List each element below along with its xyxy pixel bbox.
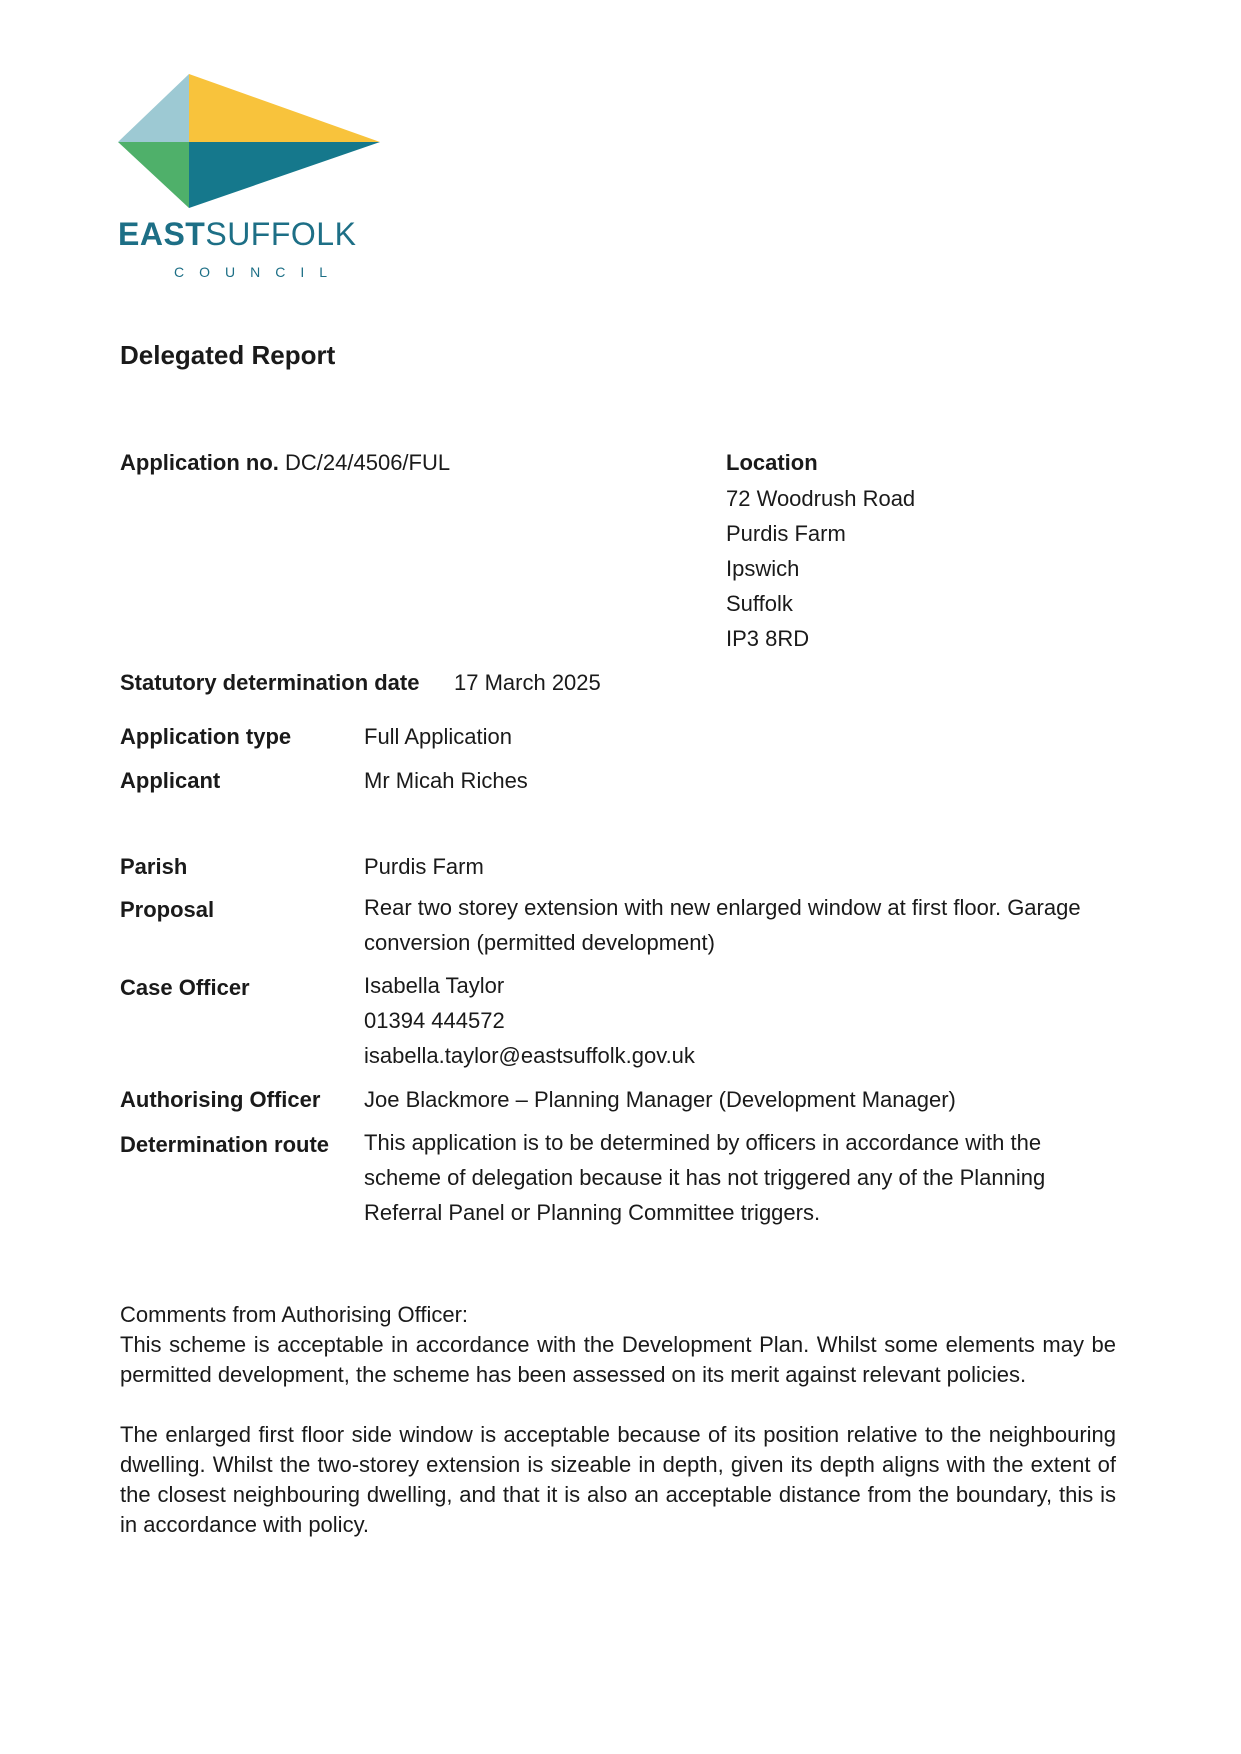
applicant-label: Applicant [120, 768, 221, 793]
determination-route-value: This application is to be determined by officers in accordance with the scheme of delegation because it has not triggered any of the Planning Referral Panel or Planning Committee triggers. [364, 1130, 1046, 1225]
authorising-officer-label: Authorising Officer [120, 1087, 321, 1112]
logo-triangle-green [118, 142, 189, 208]
application-number [120, 450, 450, 476]
page-title: Delegated Report [120, 340, 336, 370]
determination-route-label: Determination route [120, 1132, 330, 1157]
proposal-label: Proposal [120, 897, 215, 922]
application-number-label: Application no. [120, 450, 279, 475]
authorising-officer-comments [120, 1300, 1116, 1540]
application-type-label: Application type [120, 724, 292, 749]
location-label: Location [726, 450, 818, 475]
authorising-officer-value: Joe Blackmore – Planning Manager (Development Manager) [364, 1087, 956, 1112]
location-line: Ipswich [726, 556, 800, 581]
location-line: IP3 8RD [726, 626, 810, 651]
parish-value: Purdis Farm [364, 854, 484, 879]
location-line: Purdis Farm [726, 521, 846, 546]
case-officer-label: Case Officer [120, 975, 250, 1000]
logo-wordmark: EASTSUFFOLK [118, 216, 357, 252]
logo-triangle-light-blue [118, 74, 189, 142]
location-line: 72 Woodrush Road [726, 486, 916, 511]
statutory-date-label: Statutory determination date [120, 670, 420, 695]
statutory-date-value: 17 March 2025 [454, 670, 601, 695]
case-officer-email[interactable]: isabella.taylor@eastsuffolk.gov.uk [364, 1043, 695, 1068]
logo-subtitle: COUNCIL [174, 264, 343, 280]
case-officer-name: Isabella Taylor [364, 973, 505, 998]
comments-paragraph: This scheme is acceptable in accordance with the Development Plan. Whilst some elements may be permitted development, the scheme has been assessed on its merit against relevant policies. [120, 1332, 1116, 1387]
logo-triangle-teal [189, 142, 380, 208]
application-number-value: DC/24/4506/FUL [285, 450, 451, 475]
case-officer-details [364, 968, 695, 1073]
application-type-value: Full Application [364, 724, 512, 749]
location-line: Suffolk [726, 591, 793, 616]
logo-triangle-yellow [189, 74, 380, 142]
proposal-value: Rear two storey extension with new enlarged window at first floor. Garage conversion (permitted development) [364, 895, 1081, 955]
parish-label: Parish [120, 854, 188, 879]
comments-paragraph: The enlarged first floor side window is acceptable because of its position relative to the neighbouring dwelling. Whilst the two-storey extension is sizeable in depth, given its depth aligns with the extent of the closest neighbouring dwelling, and that it is also an acceptable distance from the boundary, this is in accordance with policy. [120, 1422, 1116, 1537]
applicant-value: Mr Micah Riches [364, 768, 528, 793]
case-officer-phone: 01394 444572 [364, 1008, 505, 1033]
location-address [726, 481, 915, 656]
location-block [726, 448, 915, 656]
comments-heading: Comments from Authorising Officer: [120, 1302, 469, 1327]
